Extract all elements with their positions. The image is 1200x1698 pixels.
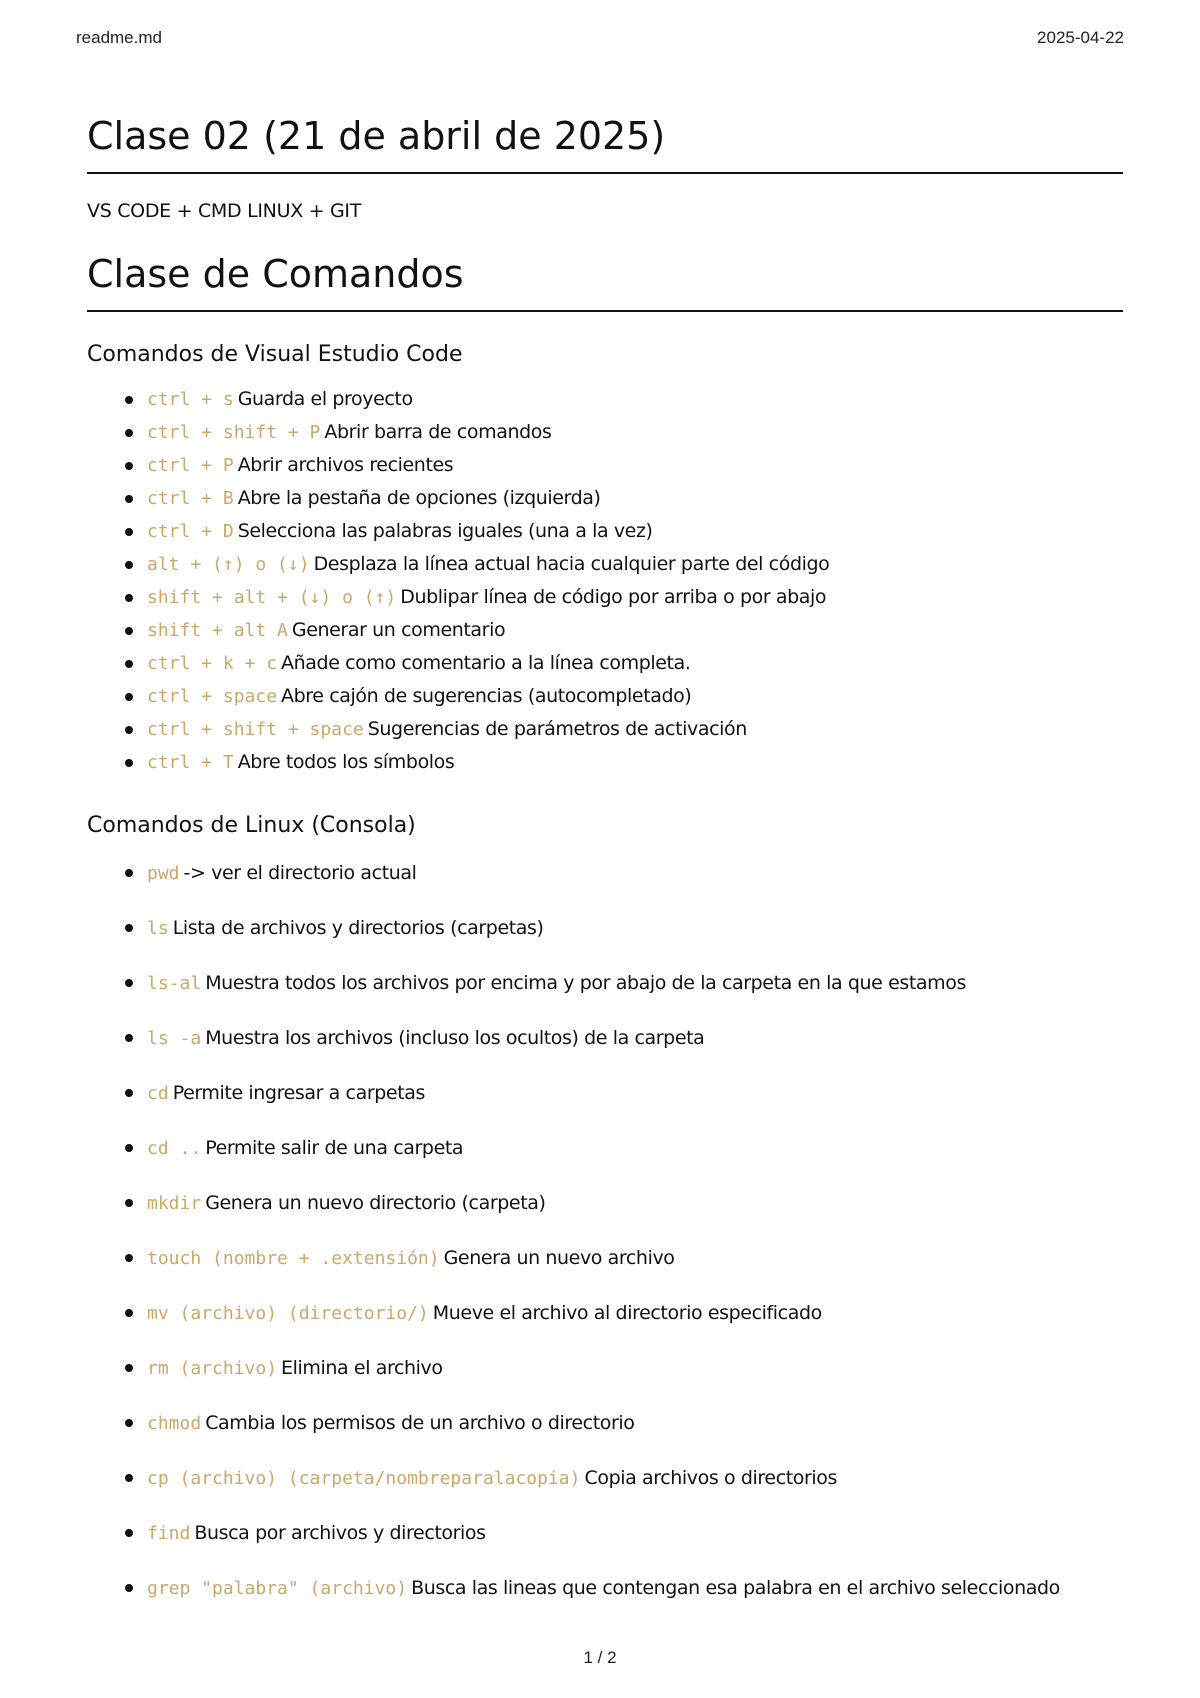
command-description: Busca las lineas que contengan esa palabra en el archivo seleccionado: [411, 1577, 1060, 1599]
command-description: Busca por archivos y directorios: [194, 1522, 486, 1544]
bullet-icon: [125, 979, 133, 987]
bullet-icon: [125, 1529, 133, 1537]
list-item: [87, 449, 1123, 482]
command-description: -> ver el directorio actual: [183, 862, 417, 884]
command-description: Abre todos los símbolos: [237, 751, 455, 773]
list-item: [87, 416, 1123, 449]
command-code: shift + alt A: [147, 620, 288, 641]
list-item: [87, 1351, 1123, 1406]
bullet-icon: [125, 528, 133, 536]
header-filename: readme.md: [76, 28, 162, 47]
bullet-icon: [125, 660, 133, 668]
command-code: cd ..: [147, 1138, 202, 1159]
command-description: Desplaza la línea actual hacia cualquier parte del código: [313, 553, 830, 575]
command-description: Selecciona las palabras iguales (una a la vez): [237, 520, 653, 542]
bullet-icon: [125, 627, 133, 635]
command-description: Abre la pestaña de opciones (izquierda): [237, 487, 601, 509]
command-description: Permite salir de una carpeta: [205, 1137, 464, 1159]
command-code: ctrl + k + c: [147, 653, 278, 674]
command-description: Abrir archivos recientes: [237, 454, 454, 476]
bullet-icon: [125, 1254, 133, 1262]
command-description: Muestra los archivos (incluso los ocultos) de la carpeta: [205, 1027, 705, 1049]
list-item: [87, 856, 1123, 911]
bullet-icon: [125, 429, 133, 437]
bullet-icon: [125, 1364, 133, 1372]
command-description: Abrir barra de comandos: [324, 421, 552, 443]
bullet-icon: [125, 1474, 133, 1482]
bullet-icon: [125, 1089, 133, 1097]
command-description: Guarda el proyecto: [237, 388, 413, 410]
bullet-icon: [125, 1309, 133, 1317]
list-item: [87, 482, 1123, 515]
bullet-icon: [125, 396, 133, 404]
section-title: Clase de Comandos: [87, 250, 1123, 312]
bullet-icon: [125, 924, 133, 932]
command-description: Muestra todos los archivos por encima y por abajo de la carpeta en la que estamos: [205, 972, 967, 994]
command-code: ctrl + shift + P: [147, 422, 321, 443]
command-description: Elimina el archivo: [281, 1357, 443, 1379]
command-description: Generar un comentario: [291, 619, 506, 641]
list-item: [87, 746, 1123, 779]
command-description: Copia archivos o directorios: [584, 1467, 838, 1489]
bullet-icon: [125, 1419, 133, 1427]
bullet-icon: [125, 495, 133, 503]
command-code: touch (nombre + .extensión): [147, 1248, 440, 1269]
command-description: Cambia los permisos de un archivo o directorio: [205, 1412, 635, 1434]
bullet-icon: [125, 1034, 133, 1042]
command-description: Permite ingresar a carpetas: [172, 1082, 425, 1104]
command-code: cd: [147, 1083, 169, 1104]
subtitle: VS CODE + CMD LINUX + GIT: [87, 200, 362, 222]
page-header: [76, 28, 1124, 52]
linux-heading: Comandos de Linux (Consola): [87, 813, 416, 838]
command-code: alt + (↑) o (↓): [147, 554, 310, 575]
bullet-icon: [125, 1144, 133, 1152]
command-description: Mueve el archivo al directorio especificado: [432, 1302, 822, 1324]
command-description: Sugerencias de parámetros de activación: [367, 718, 747, 740]
command-description: Lista de archivos y directorios (carpetas): [172, 917, 544, 939]
list-item: [87, 911, 1123, 966]
page-title: Clase 02 (21 de abril de 2025): [87, 112, 1123, 174]
list-item: [87, 1571, 1123, 1626]
bullet-icon: [125, 726, 133, 734]
list-item: [87, 1131, 1123, 1186]
command-code: ctrl + P: [147, 455, 234, 476]
linux-command-list: [87, 856, 1123, 1626]
list-item: [87, 1076, 1123, 1131]
list-item: [87, 966, 1123, 1021]
command-code: find: [147, 1523, 191, 1544]
list-item: [87, 1516, 1123, 1571]
list-item: [87, 680, 1123, 713]
bullet-icon: [125, 594, 133, 602]
list-item: [87, 383, 1123, 416]
list-item: [87, 614, 1123, 647]
list-item: [87, 1296, 1123, 1351]
list-item: [87, 1241, 1123, 1296]
bullet-icon: [125, 1584, 133, 1592]
bullet-icon: [125, 693, 133, 701]
list-item: [87, 713, 1123, 746]
command-description: Añade como comentario a la línea completa.: [281, 652, 691, 674]
list-item: [87, 548, 1123, 581]
bullet-icon: [125, 1199, 133, 1207]
bullet-icon: [125, 869, 133, 877]
command-code: ls -a: [147, 1028, 202, 1049]
command-code: ctrl + B: [147, 488, 234, 509]
list-item: [87, 1021, 1123, 1076]
list-item: [87, 1186, 1123, 1241]
command-code: ctrl + shift + space: [147, 719, 364, 740]
command-code: chmod: [147, 1413, 202, 1434]
command-code: pwd: [147, 863, 180, 884]
list-item: [87, 581, 1123, 614]
command-code: ctrl + T: [147, 752, 234, 773]
command-code: mv (archivo) (directorio/): [147, 1303, 429, 1324]
command-description: Genera un nuevo directorio (carpeta): [205, 1192, 546, 1214]
vscode-heading: Comandos de Visual Estudio Code: [87, 342, 463, 367]
vscode-command-list: [87, 383, 1123, 779]
list-item: [87, 515, 1123, 548]
command-code: ls-al: [147, 973, 202, 994]
command-code: ctrl + s: [147, 389, 234, 410]
command-description: Genera un nuevo archivo: [443, 1247, 675, 1269]
bullet-icon: [125, 759, 133, 767]
command-code: ctrl + D: [147, 521, 234, 542]
header-date: 2025-04-22: [1037, 28, 1124, 47]
command-code: grep "palabra" (archivo): [147, 1578, 408, 1599]
document-content: [87, 112, 1123, 1626]
bullet-icon: [125, 561, 133, 569]
command-code: rm (archivo): [147, 1358, 278, 1379]
command-code: ctrl + space: [147, 686, 278, 707]
command-code: mkdir: [147, 1193, 202, 1214]
list-item: [87, 1461, 1123, 1516]
command-code: ls: [147, 918, 169, 939]
command-code: shift + alt + (↓) o (↑): [147, 587, 397, 608]
command-description: Dublipar línea de código por arriba o por abajo: [400, 586, 827, 608]
command-description: Abre cajón de sugerencias (autocompletado): [281, 685, 692, 707]
bullet-icon: [125, 462, 133, 470]
page-number: 1 / 2: [583, 1648, 617, 1667]
list-item: [87, 647, 1123, 680]
command-code: cp (archivo) (carpeta/nombreparalacopia): [147, 1468, 581, 1489]
list-item: [87, 1406, 1123, 1461]
